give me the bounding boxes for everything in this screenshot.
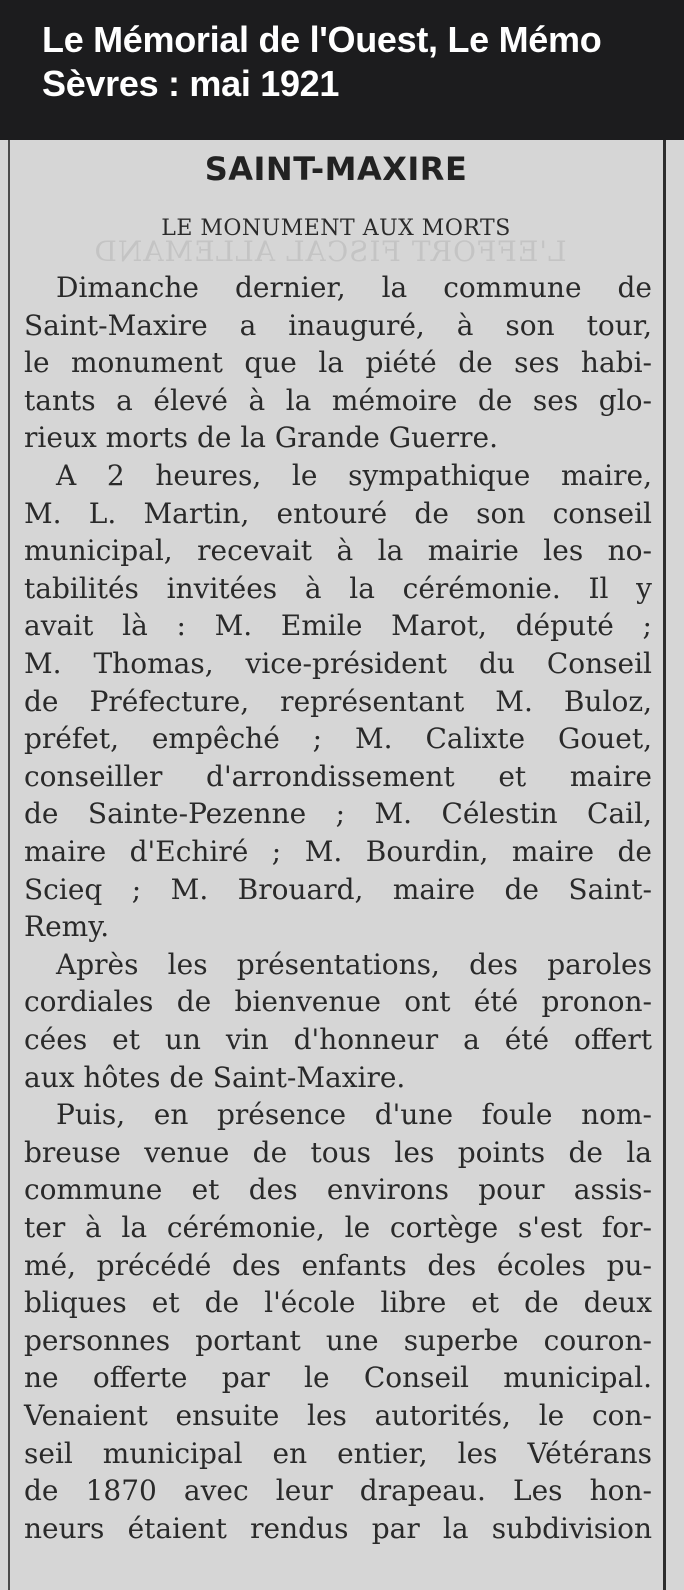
article-line: rieux morts de la Grande Guerre. xyxy=(24,421,498,454)
article-line: M. Thomas, vice-président du Conseil xyxy=(24,647,652,680)
article-line: ne offerte par le Conseil municipal. xyxy=(24,1361,652,1394)
article-line: bliques et de l'école libre et de deux xyxy=(24,1286,652,1319)
article-line: municipal, recevait à la mairie les no- xyxy=(24,534,652,567)
article-line: A 2 heures, le sympathique maire, xyxy=(56,459,652,492)
article-line: breuse venue de tous les points de la xyxy=(24,1136,652,1169)
article-line: mé, précédé des enfants des écoles pu- xyxy=(24,1249,652,1282)
article-line: commune et des environs pour assis- xyxy=(24,1173,652,1206)
newspaper-scan[interactable] xyxy=(0,140,684,1590)
article-line: tabilités invitées à la cérémonie. Il y xyxy=(24,572,652,605)
column-rule-right xyxy=(663,140,666,1590)
document-title-line-2: Sèvres : mai 1921 xyxy=(42,63,340,104)
article-line: aux hôtes de Saint-Maxire. xyxy=(24,1061,406,1094)
column-rule-left xyxy=(8,140,10,1590)
article-line: Remy. xyxy=(24,910,110,943)
article-line: M. L. Martin, entouré de son conseil xyxy=(24,497,652,530)
bleed-through-text: L'EFFORT FISCAL ALLEMAND xyxy=(93,235,567,268)
article-line: de 1870 avec leur drapeau. Les hon- xyxy=(24,1474,652,1507)
article-line: neurs étaient rendus par la subdivision xyxy=(24,1512,652,1545)
article-line: le monument que la piété de ses habi- xyxy=(24,346,652,379)
document-title-line-1: Le Mémorial de l'Ouest, Le Mémo xyxy=(42,19,602,60)
article-line: de Sainte-Pezenne ; M. Célestin Cail, xyxy=(24,797,652,830)
article-line: Après les présentations, des paroles xyxy=(56,948,652,981)
article-line: seil municipal en entier, les Vétérans xyxy=(24,1437,652,1470)
article-heading: SAINT-MAXIRE xyxy=(204,150,468,188)
article-line: Scieq ; M. Brouard, maire de Saint- xyxy=(24,873,652,906)
article-line: personnes portant une superbe couron- xyxy=(24,1324,652,1357)
article-line: maire d'Echiré ; M. Bourdin, maire de xyxy=(24,835,652,868)
article-line: de Préfecture, représentant M. Buloz, xyxy=(24,685,652,718)
article-line: Puis, en présence d'une foule nom- xyxy=(56,1098,652,1131)
article-line: ter à la cérémonie, le cortège s'est for- xyxy=(24,1211,652,1244)
article-line: Dimanche dernier, la commune de xyxy=(56,271,652,304)
article-line: Venaient ensuite les autorités, le con- xyxy=(24,1399,652,1432)
article-line: préfet, empêché ; M. Calixte Gouet, xyxy=(24,722,652,755)
article-line: conseiller d'arrondissement et maire xyxy=(24,760,652,793)
app-header xyxy=(0,0,684,140)
article-line: avait là : M. Emile Marot, député ; xyxy=(24,609,652,642)
article-line: cordiales de bienvenue ont été pronon- xyxy=(24,985,652,1018)
article-line: cées et un vin d'honneur a été offert xyxy=(24,1023,652,1056)
article-subheading: LE MONUMENT AUX MORTS xyxy=(161,216,511,241)
article-line: tants a élevé à la mémoire de ses glo- xyxy=(24,384,652,417)
article-line: Saint-Maxire a inauguré, à son tour, xyxy=(24,309,652,342)
